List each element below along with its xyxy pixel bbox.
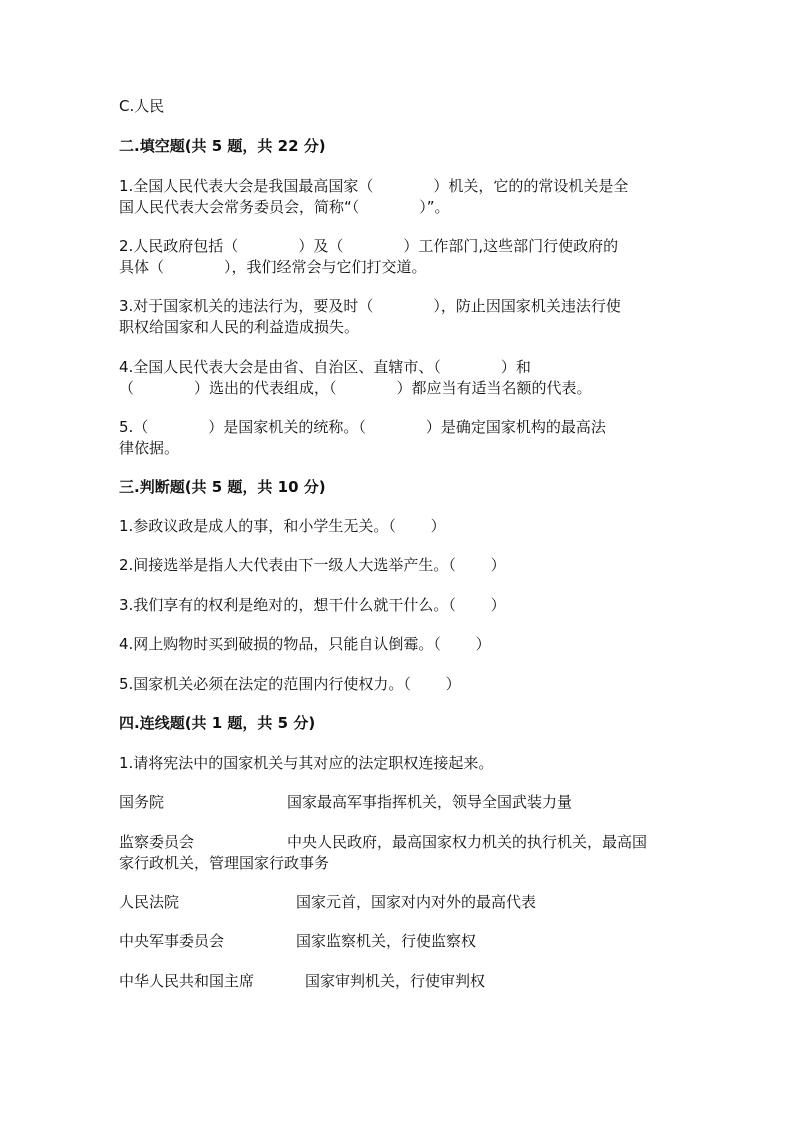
option-c: C.人民 [119,97,165,115]
fill-q5-line1: 5.（ ）是国家机关的统称。（ ）是确定国家机构的最高法 [119,418,606,436]
match-right-item: 中央人民政府，最高国家权力机关的执行机关，最高国 [287,833,648,851]
judge-item-4: 4.网上购物时买到破损的物品，只能自认倒霉。（ ） [119,635,491,653]
fill-q1-line1: 1.全国人民代表大会是我国最高国家（ ）机关，它的的常设机关是全 [119,177,629,195]
match-right-item: 国家审判机关，行使审判权 [305,972,486,990]
fill-q2-line1: 2.人民政府包括（ ）及（ ）工作部门,这些部门行使政府的 [119,237,619,255]
fill-q4-line2: （ ）选出的代表组成，（ ）都应当有适当名额的代表。 [119,379,592,397]
judge-section-heading: 三.判断题(共 5 题，共 10 分) [119,478,326,496]
match-right-item: 国家监察机关，行使监察权 [296,932,477,950]
judge-item-2: 2.间接选举是指人大代表由下一级人大选举产生。（ ） [119,556,506,574]
fill-q2-line2: 具体（ ），我们经常会与它们打交道。 [119,258,427,276]
fill-q1-line2: 国人民代表大会常务委员会，简称“（ ）”。 [119,198,450,216]
fill-section-heading: 二.填空题(共 5 题，共 22 分) [119,137,326,155]
match-right-item: 国家元首，国家对内对外的最高代表 [296,893,537,911]
match-section-heading: 四.连线题(共 1 题，共 5 分) [119,714,316,732]
match-left-item: 人民法院 [119,893,180,911]
match-left-item: 监察委员会 [119,833,195,851]
match-right-item: 国家最高军事指挥机关，领导全国武装力量 [287,793,573,811]
match-left-item: 中央军事委员会 [119,932,225,950]
fill-q5-line2: 律依据。 [119,439,180,457]
fill-q3-line1: 3.对于国家机关的违法行为，要及时（ ），防止因国家机关违法行使 [119,297,621,315]
judge-item-5: 5.国家机关必须在法定的范围内行使权力。（ ） [119,675,461,693]
judge-item-1: 1.参政议政是成人的事，和小学生无关。（ ） [119,517,446,535]
fill-q3-line2: 职权给国家和人民的利益造成损失。 [119,318,360,336]
judge-item-3: 3.我们享有的权利是绝对的，想干什么就干什么。（ ） [119,596,506,614]
match-question: 1.请将宪法中的国家机关与其对应的法定职权连接起来。 [119,754,494,772]
match-right-item-continued: 家行政机关，管理国家行政事务 [119,854,330,872]
match-left-item: 中华人民共和国主席 [119,972,255,990]
match-left-item: 国务院 [119,793,165,811]
fill-q4-line1: 4.全国人民代表大会是由省、自治区、直辖市、（ ）和 [119,358,531,376]
